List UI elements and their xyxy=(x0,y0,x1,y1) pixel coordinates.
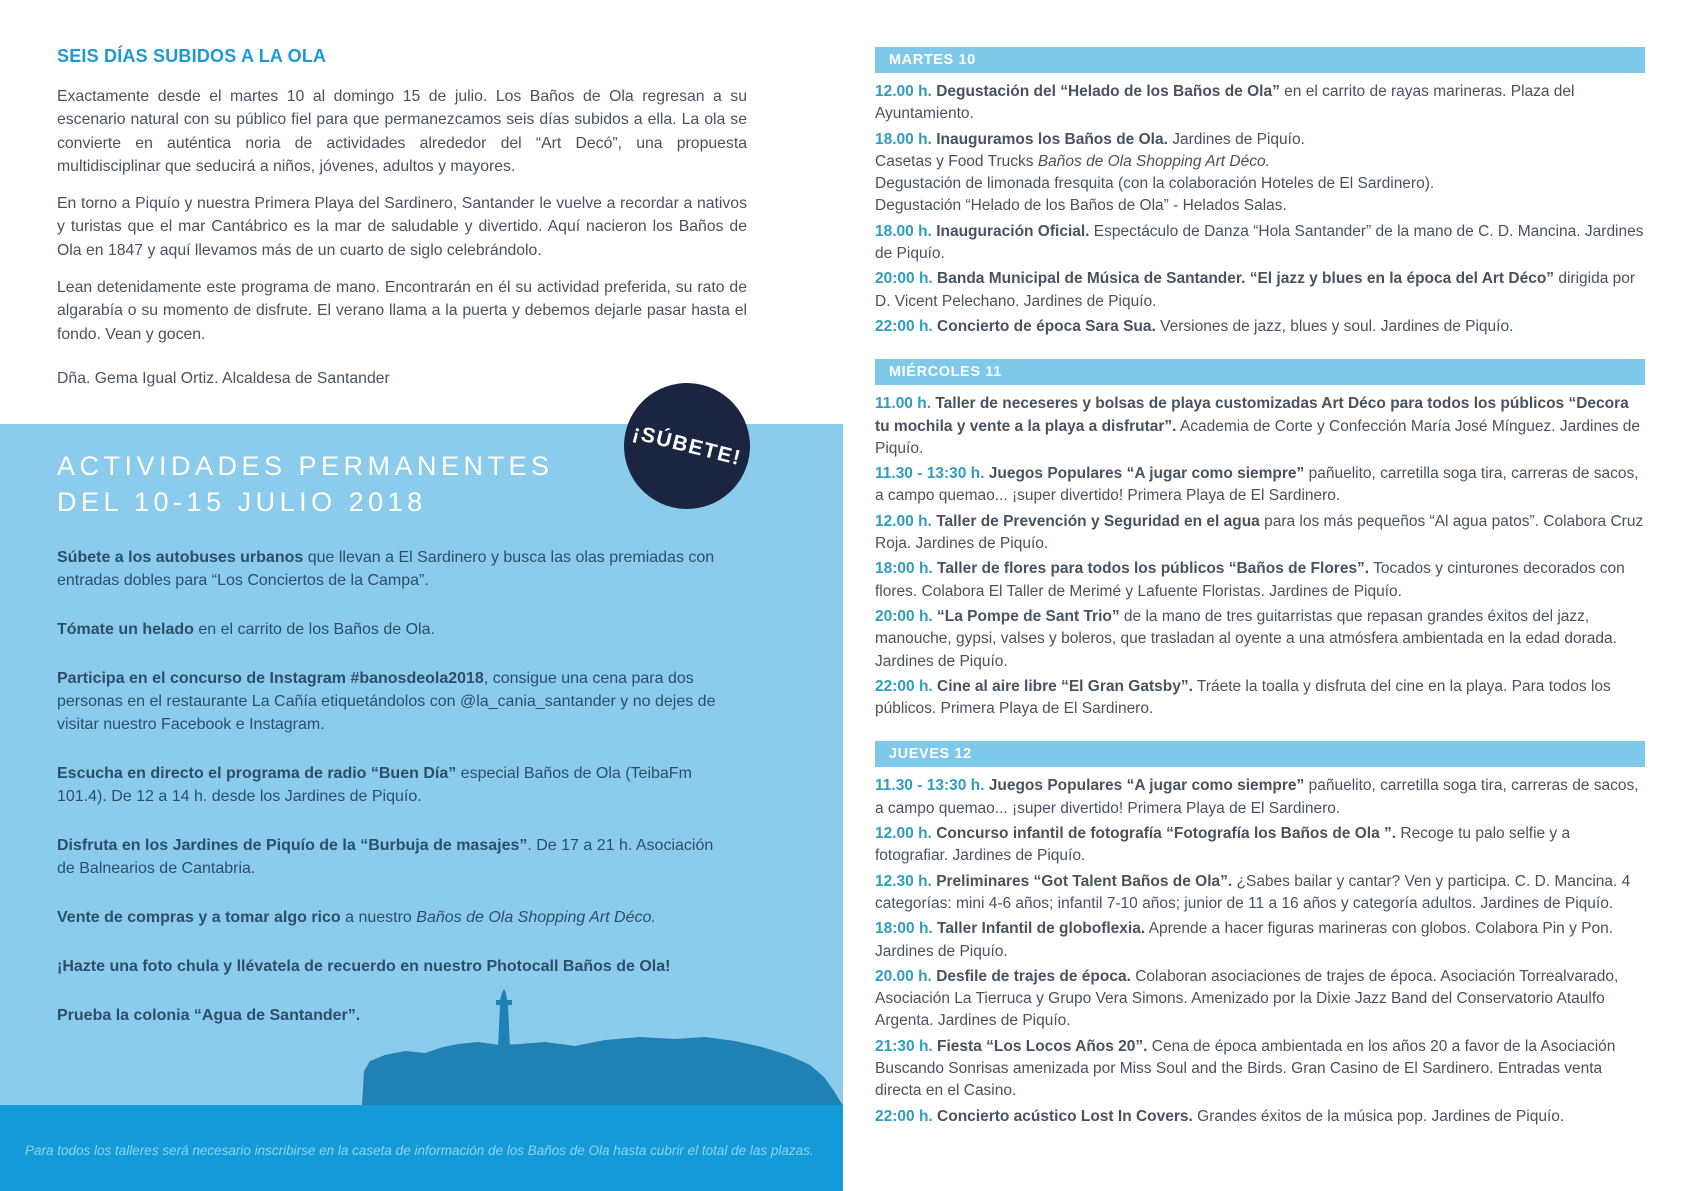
intro-paragraph: Lean detenidamente este programa de mano. Encontrarán en él su actividad preferida, su rato de algarabía o su momento de disfrute. El verano llama a la puerta y debemos dejarle pasar hasta el fondo. Vean y gocen. xyxy=(57,279,747,343)
event-item xyxy=(875,606,1645,673)
text-segment: Espectáculo de Danza “Hola Santander” de la mano de C. D. Mancina. Jardines de Piquío. xyxy=(875,222,1644,263)
text-segment: Súbete a los autobuses urbanos xyxy=(57,549,304,566)
text-segment: Aprende a hacer figuras marineras con globos. Colabora Pin y Pon. Jardines de Piquío. xyxy=(875,920,1614,960)
event-time: 20:00 h. xyxy=(875,270,938,288)
text-segment: en el carrito de rayas marineras. Plaza del Ayuntamiento. xyxy=(875,83,1575,123)
event-time: 18.00 h. xyxy=(875,130,937,148)
panel-title-line: DEL 10-15 JULIO 2018 xyxy=(57,487,427,517)
subete-badge-label: ¡SÚBETE! xyxy=(630,420,744,471)
intro-paragraph: Exactamente desde el martes 10 al domingo 15 de julio. Los Baños de Ola regresan a su escenario natural con su público fiel para que permanezcamos seis días subidos a ella. La ola se convierte en auténtica noria de actividades alrededor del “Art Decó”, una propuesta multidisciplinar que seducirá a niños, jóvenes, adultos y mayores. xyxy=(57,88,747,175)
footer-band xyxy=(0,1105,843,1191)
text-segment: Participa en el concurso de Instagram #banosdeola2018 xyxy=(57,670,484,687)
panel-content xyxy=(57,448,719,1053)
event-time: 21:30 h. xyxy=(875,1037,938,1055)
event-time: 18:00 h. xyxy=(875,920,938,938)
text-segment: Juegos Populares “A jugar como siempre” xyxy=(988,777,1305,795)
text-segment: especial Baños de Ola (TeibaFm 101.4). De 12 a 14 h. desde los Jardines de Piquío. xyxy=(57,765,692,805)
text-segment: Degustación “Helado de los Baños de Ola” - Helados Salas. xyxy=(875,197,1287,215)
panel-activity-item xyxy=(57,546,719,592)
event-time: 20:00 h. xyxy=(875,607,938,625)
text-segment: Baños de Ola Shopping Art Déco. xyxy=(1037,152,1270,170)
event-item xyxy=(875,268,1645,313)
text-segment: Tráete la toalla y disfruta del cine en la playa. Para todos los públicos. Primera Playa de El Sardinero. xyxy=(875,677,1611,718)
event-item xyxy=(875,676,1645,721)
text-segment: Taller de neceseres y bolsas de playa customizadas Art Déco para todos los públicos “Decora tu mochila y vente a la playa a disfrutar”. xyxy=(875,395,1629,435)
intro-section xyxy=(57,46,747,388)
event-time: 18.00 h. xyxy=(875,222,937,240)
text-segment: Taller de Prevención y Seguridad en el agua xyxy=(936,512,1260,530)
event-item xyxy=(875,463,1645,508)
text-segment: en el carrito de los Baños de Ola. xyxy=(193,621,435,638)
schedule xyxy=(875,47,1645,1149)
event-item xyxy=(875,1106,1645,1128)
day-header-band xyxy=(875,359,1645,385)
event-item xyxy=(875,871,1645,916)
event-time: 12.00 h. xyxy=(875,512,937,530)
text-segment: “La Pompe de Sant Trio” xyxy=(937,607,1120,625)
text-segment: . De 17 a 21 h. Asociación de Balnearios de Cantabria. xyxy=(57,837,714,877)
footer-note: Para todos los talleres será necesario inscribirse en la caseta de información de los Baños de Ola hasta cubrir el total de las plazas. xyxy=(25,1143,814,1158)
text-segment: Degustación de limonada fresquita (con la colaboración Hoteles de El Sardinero). xyxy=(875,175,1435,193)
text-segment: Baños de Ola Shopping Art Déco. xyxy=(416,909,656,926)
day-label: JUEVES 12 xyxy=(889,746,972,763)
event-time: 22:00 h. xyxy=(875,317,938,335)
text-segment: Jardines de Piquío. xyxy=(1167,130,1305,148)
panel-title-line: ACTIVIDADES PERMANENTES xyxy=(57,451,554,481)
event-time: 12.00 h. xyxy=(875,83,937,100)
event-item xyxy=(875,966,1645,1033)
text-segment: ¡Hazte una foto chula y llévatela de recuerdo en nuestro Photocall Baños de Ola! xyxy=(57,958,671,975)
event-item xyxy=(875,775,1645,820)
day-section xyxy=(875,359,1645,720)
text-segment: Cine al aire libre “El Gran Gatsby”. xyxy=(937,677,1193,695)
text-segment: Disfruta en los Jardines de Piquío de la “Burbuja de masajes” xyxy=(57,837,528,854)
event-item xyxy=(875,316,1645,338)
day-header-band xyxy=(875,741,1645,767)
text-segment: para los más pequeños “Al agua patos”. Colabora Cruz Roja. Jardines de Piquío. xyxy=(875,512,1644,553)
text-segment: Tómate un helado xyxy=(57,621,194,638)
panel-activity-item xyxy=(57,906,719,929)
text-segment: pañuelito, carretilla soga tira, carreras de sacos, a campo quemao... ¡super divertido! Primera Playa de El Sardinero. xyxy=(875,777,1639,817)
day-section xyxy=(875,741,1645,1127)
panel-title xyxy=(57,448,719,520)
text-segment: Concurso infantil de fotografía “Fotografía los Baños de Ola ”. xyxy=(936,825,1397,843)
text-segment: Concierto de época Sara Sua. xyxy=(937,317,1156,335)
panel-activity-item xyxy=(57,762,719,808)
text-segment: ¿Sabes bailar y cantar? Ven y participa. C. D. Mancina. 4 categorías: mini 4-6 años; infantil 7-10 años; junior de 11 a 16 años y categoría adultos. Jardines de Piquío. xyxy=(875,872,1631,912)
panel-activity-item xyxy=(57,834,719,880)
event-time: 11.30 - 13:30 h. xyxy=(875,465,989,483)
lighthouse-icon xyxy=(496,989,512,1048)
event-item xyxy=(875,393,1645,460)
text-segment: Cena de época ambientada en los años 20 a favor de la Asociación Buscando Sonrisas amenizada por Miss Soul and the Birds. Gran Casino de El Sardinero. Entradas venta directa en el Casino. xyxy=(875,1037,1616,1100)
day-header-band xyxy=(875,47,1645,73)
event-time: 22:00 h. xyxy=(875,677,938,695)
text-segment: Prueba la colonia “Agua de Santander”. xyxy=(57,1007,361,1024)
text-segment: , consigue una cena para dos personas en el restaurante La Cañía etiquetándolos con @la_cania_santander y no dejes de visitar nuestro Facebook e Instagram. xyxy=(57,670,716,733)
text-segment: que llevan a El Sardinero y busca las olas premiadas con entradas dobles para “Los Conciertos de la Campa”. xyxy=(57,549,715,589)
text-segment: Concierto acústico Lost In Covers. xyxy=(937,1107,1193,1125)
text-segment: Inauguramos los Baños de Ola. xyxy=(936,130,1168,148)
text-segment: Desfile de trajes de época. xyxy=(936,967,1131,985)
text-segment: Vente de compras y a tomar algo rico xyxy=(57,909,341,926)
text-segment: de la mano de tres guitarristas que repasan grandes éxitos del jazz, manouche, gypsi, valses y boleros, que trasladan al oyente a una atmósfera ambientada en la edad dorada. Jardines de Piquío. xyxy=(875,607,1617,670)
text-segment: Colaboran asociaciones de trajes de época. Asociación Torrealvarado, Asociación La Tierruca y Grupo Vera Simons. Amenizado por la Dixie Jazz Band del Conservatorio Ataulfo Argenta. Jardines de Piquío. xyxy=(875,967,1619,1030)
event-item xyxy=(875,221,1645,266)
panel-items xyxy=(57,546,719,1027)
event-time: 11.30 - 13:30 h. xyxy=(875,777,989,795)
text-segment: Degustación del “Helado de los Baños de Ola” xyxy=(936,83,1280,100)
event-item xyxy=(875,511,1645,556)
text-segment: Taller de flores para todos los públicos “Baños de Flores”. xyxy=(937,560,1370,578)
text-segment: Escucha en directo el programa de radio “Buen Día” xyxy=(57,765,457,782)
text-segment: a nuestro xyxy=(340,909,417,926)
intro-paragraph: En torno a Piquío y nuestra Primera Playa del Sardinero, Santander le vuelve a recordar a nativos y turistas que el mar Cantábrico es la mar de saludable y divertido. Aquí nacieron los Baños de Ola en 1847 y aquí llevamos más de un cuarto de siglo celebrándolo. xyxy=(57,195,747,259)
text-segment: Tocados y cinturones decorados con flores. Colabora El Taller de Merimé y Lafuente Floristas. Jardines de Piquío. xyxy=(875,560,1625,600)
text-segment: Taller Infantil de globoflexia. xyxy=(937,920,1146,938)
text-segment: Grandes éxitos de la música pop. Jardines de Piquío. xyxy=(1192,1107,1565,1125)
intro-heading: SEIS DÍAS SUBIDOS A LA OLA xyxy=(57,46,327,66)
event-item xyxy=(875,129,1645,218)
text-segment: Recoge tu palo selfie y a fotografiar. Jardines de Piquío. xyxy=(875,825,1571,865)
day-label: MIÉRCOLES 11 xyxy=(889,364,1002,381)
event-time: 12.30 h. xyxy=(875,872,937,890)
mouro-island-illustration xyxy=(0,985,843,1105)
day-label: MARTES 10 xyxy=(889,52,976,68)
text-segment: Banda Municipal de Música de Santander. “El jazz y blues en la época del Art Déco” xyxy=(937,270,1555,288)
event-item xyxy=(875,918,1645,963)
event-time: 20.00 h. xyxy=(875,967,937,985)
text-segment: Casetas y Food Trucks xyxy=(875,152,1038,170)
day-section xyxy=(875,47,1645,338)
text-segment: Inauguración Oficial. xyxy=(936,222,1090,240)
text-segment: pañuelito, carretilla soga tira, carreras de sacos, a campo quemao... ¡super divertido! Primera Playa de El Sardinero. xyxy=(875,465,1639,505)
text-segment: Academia de Corte y Confección María José Mínguez. Jardines de Piquío. xyxy=(875,417,1641,457)
event-time: 12.00 h. xyxy=(875,825,937,843)
signature: Dña. Gema Igual Ortiz. Alcaldesa de Santander xyxy=(57,369,390,387)
text-segment: Preliminares “Got Talent Baños de Ola”. xyxy=(936,872,1233,890)
event-time: 18:00 h. xyxy=(875,560,938,578)
event-item xyxy=(875,81,1645,126)
intro-paragraphs xyxy=(57,85,747,346)
panel-activity-item xyxy=(57,618,719,641)
event-item xyxy=(875,823,1645,868)
event-item xyxy=(875,558,1645,603)
event-time: 22:00 h. xyxy=(875,1107,938,1125)
panel-activity-item xyxy=(57,955,719,978)
text-segment: Versiones de jazz, blues y soul. Jardines de Piquío. xyxy=(1155,317,1514,335)
event-time: 11.00 h. xyxy=(875,395,936,413)
event-item xyxy=(875,1036,1645,1103)
text-segment: dirigida por D. Vicent Pelechano. Jardines de Piquío. xyxy=(875,270,1636,310)
panel-activity-item xyxy=(57,667,719,736)
text-segment: Juegos Populares “A jugar como siempre” xyxy=(988,465,1305,483)
text-segment: Fiesta “Los Locos Años 20”. xyxy=(937,1037,1148,1055)
